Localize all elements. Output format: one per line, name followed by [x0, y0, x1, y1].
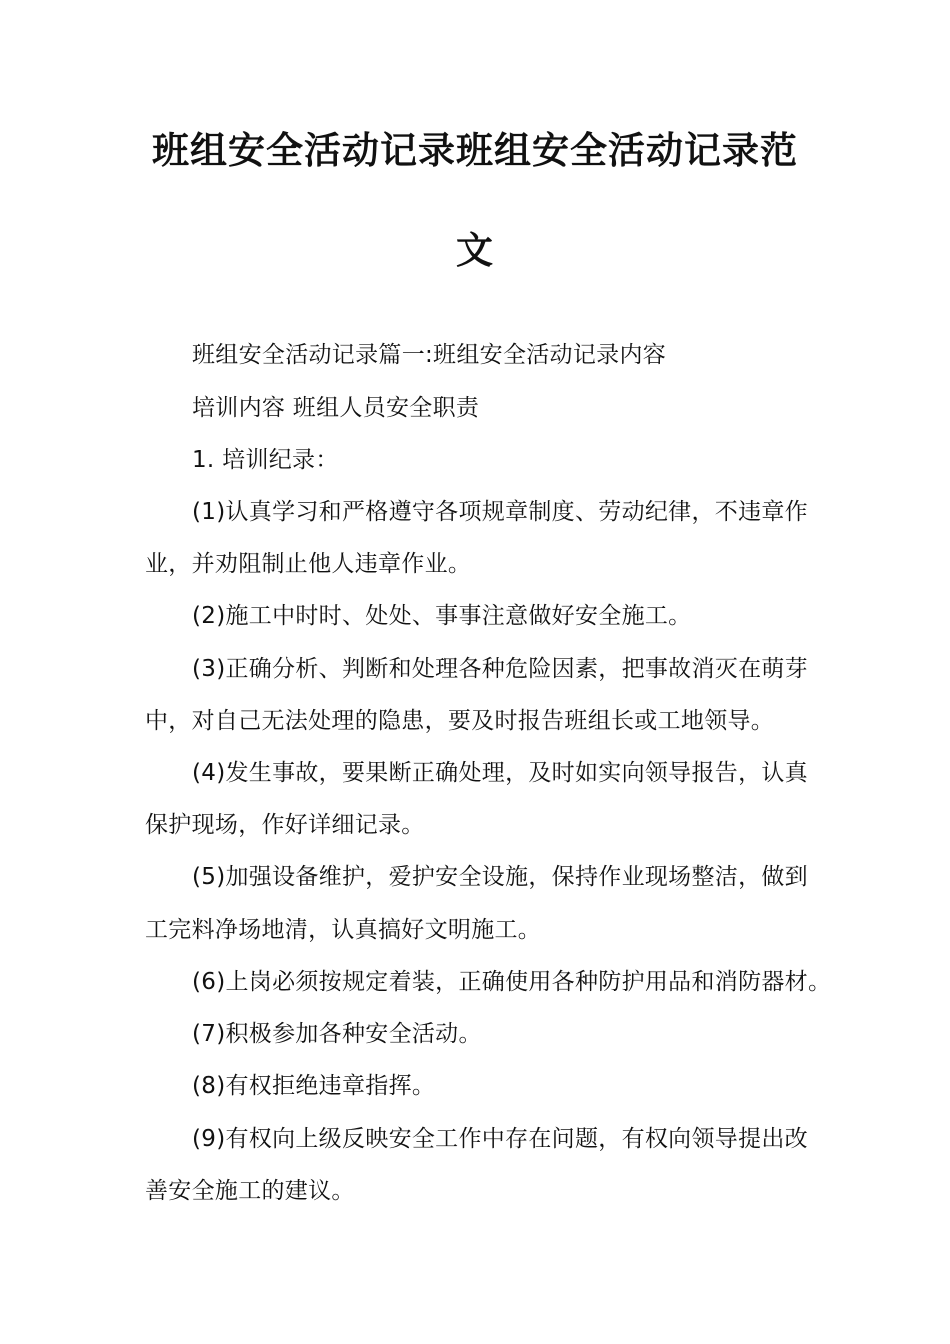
training-record-heading: 1. 培训纪录： — [192, 447, 339, 473]
paragraph-line: (7)积极参加各种安全活动。 — [192, 1021, 482, 1047]
paragraph-line: (1)认真学习和严格遵守各项规章制度、劳动纪律，不违章作 — [192, 499, 808, 525]
paragraph-line: 工完料净场地清，认真搞好文明施工。 — [145, 917, 542, 943]
paragraph-line: (8)有权拒绝违章指挥。 — [192, 1073, 436, 1099]
document-title-line-1: 班组安全活动记录班组安全活动记录范 — [152, 129, 798, 172]
paragraph-line: 业，并劝阻制止他人违章作业。 — [145, 551, 472, 577]
training-content-line: 培训内容 班组人员安全职责 — [192, 395, 480, 421]
paragraph-line: (2)施工中时时、处处、事事注意做好安全施工。 — [192, 603, 692, 629]
section-heading: 班组安全活动记录篇一:班组安全活动记录内容 — [192, 342, 667, 368]
paragraph-line: (3)正确分析、判断和处理各种危险因素，把事故消灭在萌芽 — [192, 656, 808, 682]
paragraph-line: (5)加强设备维护，爱护安全设施，保持作业现场整洁，做到 — [192, 864, 808, 890]
paragraph-line: 保护现场，作好详细记录。 — [145, 812, 425, 838]
paragraph-line: 善安全施工的建议。 — [145, 1178, 355, 1204]
paragraph-line: 中，对自己无法处理的隐患，要及时报告班组长或工地领导。 — [145, 708, 775, 734]
document-title-line-2: 文 — [456, 229, 494, 272]
paragraph-line: (6)上岗必须按规定着装，正确使用各种防护用品和消防器材。 — [192, 969, 832, 995]
paragraph-line: (9)有权向上级反映安全工作中存在问题，有权向领导提出改 — [192, 1126, 808, 1152]
paragraph-line: (4)发生事故，要果断正确处理，及时如实向领导报告，认真 — [192, 760, 808, 786]
